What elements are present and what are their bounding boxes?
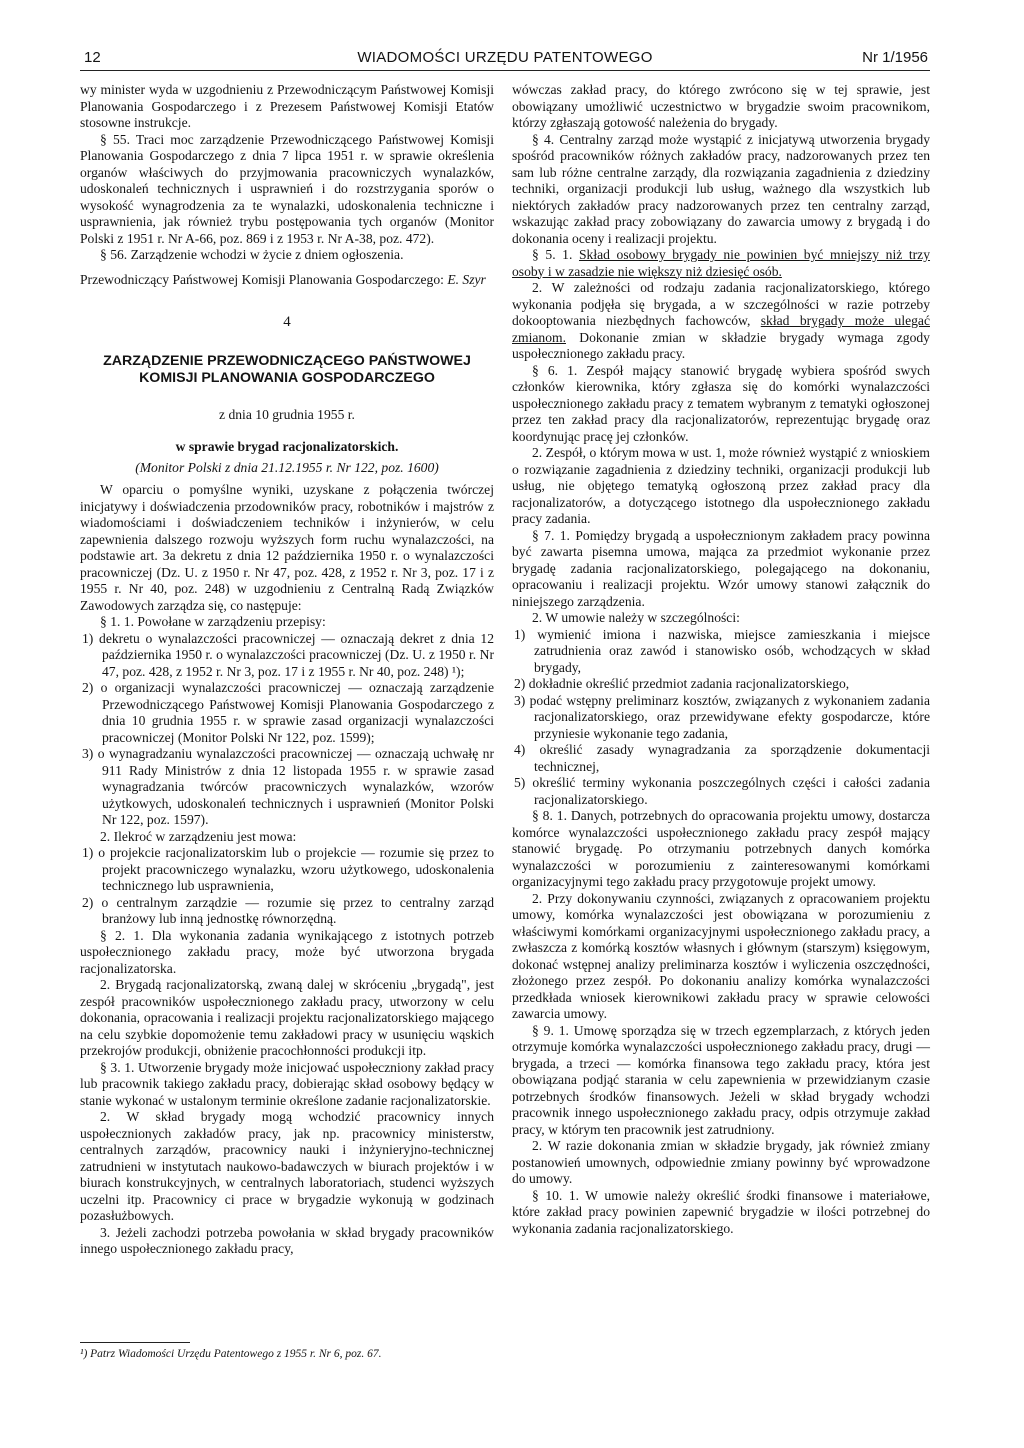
article-subject: w sprawie brygad racjonalizatorskich. [175,439,399,454]
paragraph-section-10: § 10. 1. W umowie należy określić środki finansowe i materiałowe, które zakład pracy powinien zapewnić brygadzie w ilości potrzebnej do wykonania zadania racjonalizatorskiego. [512,1187,930,1236]
list-item: 2) o organizacji wynalazczości pracowniczej — oznaczają zarządzenie Przewodniczącego Państwowej Komisji Planowania Gospodarczego z dnia 10 grudnia 1955 r. w sprawie zasad organizacji wynalazczości pracowniczej (Monitor Polski Nr 122, poz. 1599); [82,680,494,745]
paragraph: 2. Zespół, o którym mowa w ust. 1, może również wystąpić z wnioskiem o rozwiązanie zagadnienia z dziedziny techniki, organizacji produkcji lub usług, nie objętego tematyką ogłoszoną przez zakład pracy dla racjonalizatorów, a dotyczącego istotnego dla uspołecznionego zakładu pracy zadania. [512,445,930,526]
list-item: 1) o projekcie racjonalizatorskim lub o projekcie — rozumie się przez to projekt pracowniczego wynalazku, wzoru użytkowego, udoskonalenia technicznego lub usprawnienia, [82,845,494,893]
paragraph-section-2: § 2. 1. Dla wykonania zadania wynikającego z istotnych potrzeb uspołecznionego zakładu pracy, może być utworzona brygada racjonalizatorska. [80,927,494,976]
list-item: 5) określić terminy wykonania poszczególnych części i całości zadania racjonalizatorskiego. [514,775,930,807]
paragraph-section-7: § 7. 1. Pomiędzy brygadą a uspołecznionym zakładem pracy powinna być zawarta pisemna umowa, mająca za przedmiot wykonanie przez brygadę zadania racjonalizatorskiego, polegającego na dokonaniu, opracowaniu i realizacji projektu. Wzór umowy stanowi załącznik do niniejszego zarządzenia. [512,527,930,609]
preamble: W oparciu o pomyślne wyniki, uzyskane z połączenia twórczej inicjatywy i doświadczenia przodowników pracy, robotników i majstrów z wiadomościami i doświadczeniem techników i inżynierów, w celu zapewnienia dalszego rozwoju wyższych form ruchu wynalazczości, na podstawie art. 3a dekretu z dnia 12 października 1950 r. o wynalazczości pracowniczej (Dz. U. z 1950 r. Nr 47, poz. 428, z 1952 r. Nr 3, poz. 17 i z 1955 r. Nr 40, poz. 248) w uzgodnieniu z Centralną Radą Związków Zawodowych zarządza się, co następuje: [80,482,494,613]
list-item: 2) dokładnie określić przedmiot zadania racjonalizatorskiego, [514,676,850,691]
paragraph-section-6: § 6. 1. Zespół mający stanowić brygadę wybiera spośród swych członków kierownika, który zgłasza się do komórki wynalazczości uspołecznionego zakładu pracy z tematem wybranym z tematyki ogłoszonej przez ten zakład pracy dla racjonalizatorów, reprezentując brygadę oraz koordynując pracę jej członków. [512,362,930,444]
underlined-text: Skład osobowy brygady nie powinien być mniejszy niż trzy osoby i w zasadzie nie większy niż dziesięć osób. [512,247,931,279]
article-number: 4 [283,314,291,330]
paragraph-section-5 [512,247,930,280]
paragraph-section-56: § 56. Zarządzenie wchodzi w życie z dniem ogłoszenia. [100,247,404,262]
signature-block [80,272,494,289]
underlined-text: skład brygady może ulegać zmianom. [512,313,930,345]
page-number: 12 [84,49,101,66]
paragraph-section-55: § 55. Traci moc zarządzenie Przewodniczącego Państwowej Komisji Planowania Gospodarczego z dnia 7 lipca 1951 r. w sprawie określenia organów właściwych do przyjmowania pracowniczych wynalazków, udoskonaleń technicznych i usprawnień i do rozstrzygania sporów o wysokość wynagrodzenia za te wynalazki, udoskonalenia techniczne i usprawnienia, jak również trybu postępowania tych organów (Monitor Polski z 1951 r. Nr A-66, poz. 869 i z 1953 r. Nr A-38, poz. 472). [80,131,494,246]
signature-name: E. Szyr [447,271,486,287]
paragraph-section-4: § 4. Centralny zarząd może wystąpić z inicjatywą utworzenia brygady spośród pracowników różnych zakładów pracy, nadzorowanych przez ten sam lub różne centralne zarządy, dla rozwiązania zagadnienia z dziedziny techniki, organizacji produkcji lub usług, ważnego dla wszystkich lub niektórych zakładów pracy nadzorowanych przez ten centralny zarząd, wskazując zakład pracy zobowiązany do zawarcia umowy z brygadą i do dokonania oceny i realizacji projektu. [512,131,930,246]
section-label: § 5. 1. [532,247,573,262]
paragraph: wówczas zakład pracy, do którego zwrócono się w tej sprawie, jest obowiązany umożliwić uczestnictwo w brygadzie swoim pracownikom, którzy zgłaszają gotowość należenia do brygady. [512,82,930,130]
issue-number: Nr 1/1956 [862,49,928,66]
article-source: (Monitor Polski z dnia 21.12.1955 r. Nr 122, poz. 1600) [135,459,439,475]
right-column [512,82,930,1237]
left-column [80,82,494,1258]
paragraph [512,280,930,363]
paragraph: 2. W razie dokonania zmian w składzie brygady, jak również zmiany postanowień umownych, odpowiednie zmiany powinny być wprowadzone do umowy. [512,1138,930,1186]
paragraph: 2. Przy dokonywaniu czynności, związanych z opracowaniem projektu umowy, komórka wynalazczości jest obowiązana w porozumieniu z właściwymi komórkami organizacyjnymi uspołecznionego zakładu pracy, a zwłaszcza z komórką kosztów własnych i głównym (starszym) księgowym, dokonać wstępnej analizy preliminarza kosztów i wyliczenia oszczędności, złożonego przez zespół. Po dokonaniu analizy komórka wynalazczości przedkłada wniosek kierownikowi zakładu pracy w sprawie celowości zawarcia umowy. [512,890,930,1021]
journal-title: WIADOMOŚCI URZĘDU PATENTOWEGO [357,49,653,66]
paragraph-section-3: § 3. 1. Utworzenie brygady może inicjować uspołeczniony zakład pracy lub pracownik takiego zakładu pracy, dobierając skład osobowy będący w stanie wykonać w ustalonym terminie określone zadanie racjonalizatorskie. [80,1059,494,1108]
paragraph: 2. Ilekroć w zarządzeniu jest mowa: [100,828,297,844]
paragraph: 2. W umowie należy w szczególności: [532,610,740,625]
paragraph-section-9: § 9. 1. Umowę sporządza się w trzech egzemplarzach, z których jeden otrzymuje komórka wynalazczości uspołecznionego zakładu pracy, drugi — brygada, a trzeci — komórka finansowa tego zakładu pracy, która jest obowiązana podjąć starania w celu zapewnienia w przewidzianym czasie potrzebnych środków finansowych. Jeżeli w skład brygady wchodzi pracownik innego uspołecznionego zakładu pracy, odpis otrzymuje zakład pracy, w którym ten pracownik jest zatrudniony. [512,1022,930,1137]
paragraph-section-8: § 8. 1. Danych, potrzebnych do opracowania projektu umowy, dostarcza komórce wynalazczości uspołecznionego zakładu pracy zespół mający stanowić brygadę. Po otrzymaniu potrzebnych danych komórka wynalazczości w porozumieniu z zainteresowanymi komórkami organizacyjnymi tego zakładu pracy przygotowuje projekt umowy. [512,808,930,889]
text-span: Dokonanie zmian w składzie brygady wymaga zgody uspołecznionego zakładu pracy. [512,329,930,361]
article-date: z dnia 10 grudnia 1955 r. [219,406,355,422]
paragraph: wy minister wyda w uzgodnieniu z Przewodniczącym Państwowej Komisji Planowania Gospodarczego i z Prezesem Państwowej Komisji Etatów stosowne instrukcje. [80,82,494,130]
paragraph: 2. Brygadą racjonalizatorską, zwaną dalej w skróceniu „brygadą", jest zespół pracowników uspołecznionego zakładu pracy, utworzony w celu dokonania, opracowania i realizacji projektu racjonalizatorskiego mającego na celu szybkie dopomożenie temu zakładowi pracy w usunięciu wąskich przekrojów produkcji, obniżenie pracochłonności produkcji itp. [80,977,494,1058]
running-header [80,44,930,71]
paragraph: 2. W skład brygady mogą wchodzić pracownicy innych uspołecznionych zakładów pracy, jak np. pracownicy ministerstw, centralnych zarządów, pracownicy nauki i inżynieryjno-technicznej zatrudnieni w instytutach naukowo-badawczych w biurach projektów i w biurach konstrukcyjnych, w centralnych laboratoriach, studenci wyższych uczelni itp. Pracownicy ci prace w brygadzie wykonują w godzinach pozasłużbowych. [80,1109,494,1223]
list-item: 1) wymienić imiona i nazwiska, miejsce zamieszkania i miejsce zatrudnienia oraz zawód i stanowisko osób, wchodzących w skład brygady, [514,626,930,675]
paragraph-section-1: § 1. 1. Powołane w zarządzeniu przepisy: [100,614,326,629]
article-title: ZARZĄDZENIE PRZEWODNICZĄCEGO PAŃSTWOWEJ KOMISJI PLANOWANIA GOSPODARCZEGO [103,352,471,386]
signature-role: Przewodniczący Państwowej Komisji Planowania Gospodarczego: [80,271,444,287]
text-span: 2. W zależności od rodzaju zadania racjonalizatorskiego, którego wykonania podjęła się brygada, a w szczególności w razie potrzeby dokooptowania niezbędnych fachowców, [512,280,930,328]
list-item: 3) o wynagradzaniu wynalazczości pracowniczej — oznaczają uchwałę nr 911 Rady Ministrów z dnia 12 listopada 1955 r. w sprawie zasad wynagradzania twórców pracowniczych wynalazków, wzorów użytkowych, udoskonaleń technicznych i usprawnień (Monitor Polski Nr 122, poz. 1597). [82,746,494,827]
footnote: ¹) Patrz Wiadomości Urzędu Patentowego z 1955 r. Nr 6, poz. 67. [80,1348,382,1360]
footnote-divider [80,1342,190,1343]
list-item: 2) o centralnym zarządzie — rozumie się przez to centralny zarząd branżowy lub inną jednostkę równorzędną. [82,894,494,926]
list-item: 4) określić zasady wynagradzania za sporządzenie dokumentacji technicznej, [514,742,930,774]
list-item: 3) podać wstępny preliminarz kosztów, związanych z wykonaniem zadania racjonalizatorskiego, oraz przewidywane efekty gospodarcze, które przyniesie wykonanie tego zadania, [514,692,930,741]
list-item: 1) dekretu o wynalazczości pracowniczej — oznaczają dekret z dnia 12 października 1950 r. o wynalazczości pracowniczej (Dz. U. z 1950 r. Nr 47, poz. 428, z 1952 r. Nr 3, poz. 17 i z 1955 r. Nr 40, poz. 248) ¹); [82,630,494,679]
paragraph: 3. Jeżeli zachodzi potrzeba powołania w skład brygady pracowników innego uspołecznionego zakładu pracy, [80,1224,494,1256]
